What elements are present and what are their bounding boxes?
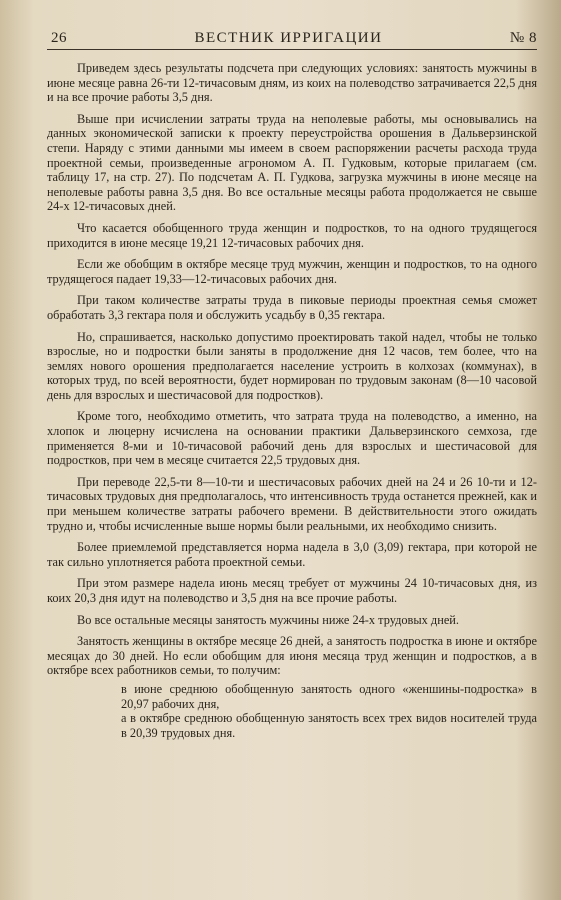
result-item: в июне среднюю обобщенную занятость одного «женшины-подростка» в 20,97 рабочих дня, xyxy=(121,681,537,711)
page-number: 26 xyxy=(51,30,67,46)
paragraph: Выше при исчислении затраты труда на неполевые работы, мы основывались на данных экономической записки к проекту переустройства орошения в Дальверзинской степи. Наряду с этими данными мы имеем в своем распоряжении расчеты расхода труда проектной семьи, произведенные агрономом А. П. Гудковым, которые прилагаем (см. таблицу 17, на стр. 27). По подсчетам А. П. Гудкова, загрузка мужчины в июне месяце на неполевые работы равна 3,5 дня. Во все остальные месяцы работа продолжается не свыше 24-х 12-тичасовых дней. xyxy=(47,111,537,214)
journal-title: ВЕСТНИК ИРРИГАЦИИ xyxy=(194,30,383,46)
paragraph: Приведем здесь результаты подсчета при следующих условиях: занятость мужчины в июне месяце равна 26-ти 12-тичасовым дням, из коих на полеводство затрачивается 22,5 дня и на все прочие работы 3,5 дня. xyxy=(47,61,537,105)
result-list xyxy=(111,682,537,740)
paragraph: При переводе 22,5-ти 8—10-ти и шестичасовых рабочих дней на 24 и 26 10-ти и 12-тичасовых трудовых дня предполагалось, что интенсивность труда останется прежней, как и при меньшем количестве затраты рабочего времени. В действительности этого ожидать трудно и, чтобы исчисленные выше нормы были реальными, их необходимо снизить. xyxy=(47,474,537,533)
article-body xyxy=(47,61,537,740)
paragraph: Но, спрашивается, насколько допустимо проектировать такой надел, чтобы не только взрослые, но и подростки были заняты в продолжение дня 12 часов, тем более, что на землях нового орошения предполагается население устроить в колхозах (коммунах), в которых труд, по всей вероятности, будет нормирован по трудовым законам (8—10 часовой день для взрослых и шестичасовой для подростков). xyxy=(47,329,537,402)
page-header xyxy=(47,30,537,50)
paragraph: Кроме того, необходимо отметить, что затрата труда на полеводство, а именно, на хлопок и люцерну исчислена на основании практики Дальверзинского семхоза, где применяется 8-ми и 10-тичасовой рабочий день для взрослых и шестичасовой для подростков, при чем в месяце считается 22,5 трудовых дня. xyxy=(47,409,537,468)
result-item: а в октябре среднюю обобщенную занятость всех трех видов носителей труда в 20,39 трудовых дня. xyxy=(121,711,537,740)
paragraph: Что касается обобщенного труда женщин и подростков, то на одного трудящегося приходится в июне месяце 19,21 12-тичасовых рабочих дня. xyxy=(47,220,537,250)
paragraph: При таком количестве затраты труда в пиковые периоды проектная семья сможет обработать 3,3 гектара поля и обслужить усадьбу в 0,35 гектара. xyxy=(47,293,537,322)
paragraph: Занятость женщины в октябре месяце 26 дней, а занятость подростка в июне и октябре месяцах до 30 дней. Но если обобщим для июня месяца труд женщин и подростков, а в октябре всех работников семьи, то получим: xyxy=(47,634,537,678)
issue-number: № 8 xyxy=(509,30,537,46)
paragraph: При этом размере надела июнь месяц требует от мужчины 24 10-тичасовых дня, из коих 20,3 дня идут на полеводство и 3,5 дня на все прочие работы. xyxy=(47,576,537,605)
paragraph: Более приемлемой представляется норма надела в 3,0 (3,09) гектара, при которой не так сильно уплотняется работа проектной семьи. xyxy=(47,540,537,569)
paragraph: Во все остальные месяцы занятость мужчины ниже 24-х трудовых дней. xyxy=(77,612,459,627)
paragraph: Если же обобщим в октябре месяце труд мужчин, женщин и подростков, то на одного трудящегося падает 19,33—12-тичасовых рабочих дня. xyxy=(47,257,537,286)
